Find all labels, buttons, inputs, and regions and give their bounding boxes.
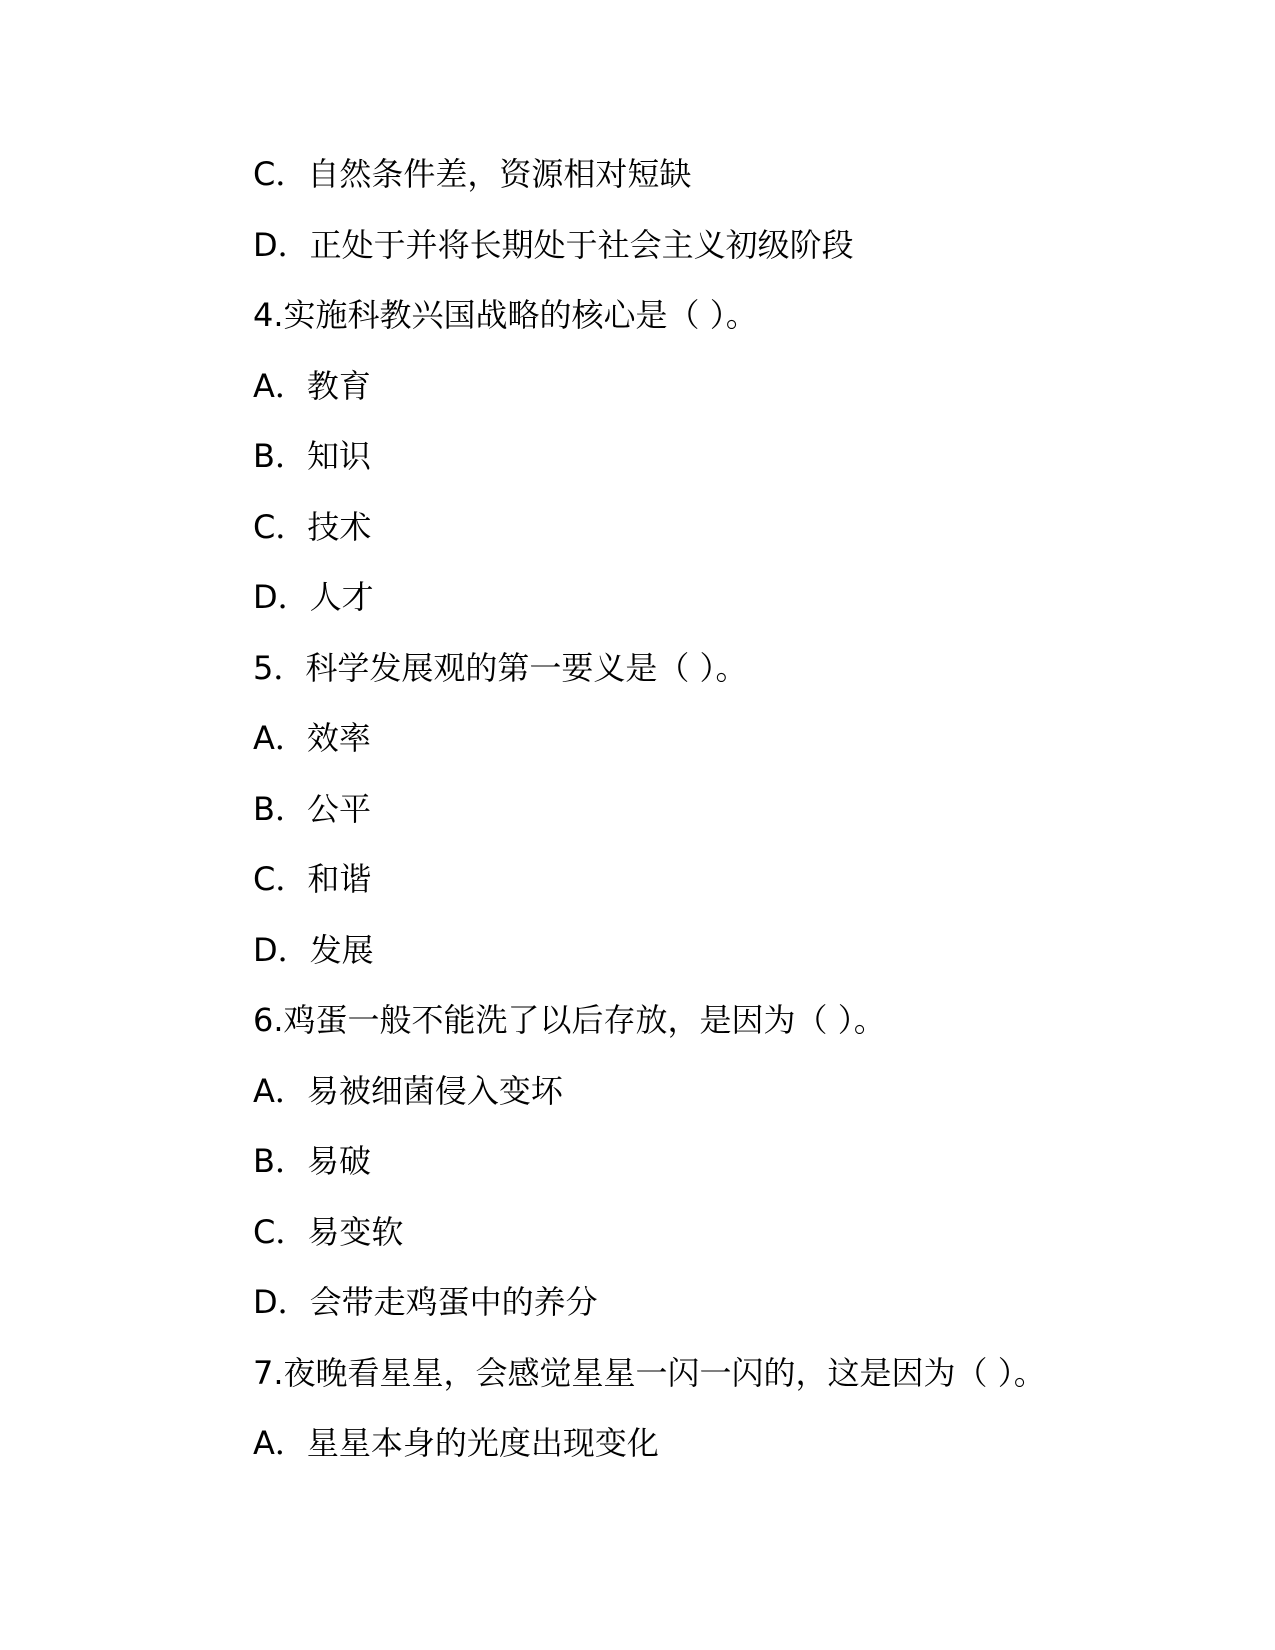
question-text (253, 154, 1153, 1494)
option-line: C．和谐 (253, 860, 372, 898)
option-line: B．知识 (253, 437, 371, 475)
option-line: B．易破 (253, 1142, 371, 1180)
question-line: 7.夜晚看星星，会感觉星星一闪一闪的，这是因为（ ）。 (253, 1353, 1046, 1392)
question-line: 6.鸡蛋一般不能洗了以后存放，是因为（ ）。 (253, 1001, 886, 1039)
question-line: 4.实施科教兴国战略的核心是（ ）。 (253, 296, 758, 334)
option-line: A．教育 (253, 366, 371, 405)
question-line: 5．科学发展观的第一要义是（ ）。 (253, 648, 748, 687)
option-line: D．人才 (253, 578, 374, 616)
option-line: A．效率 (253, 719, 371, 757)
option-line: B．公平 (253, 789, 371, 828)
option-line: A．星星本身的光度出现变化 (253, 1424, 659, 1462)
option-line: D．会带走鸡蛋中的养分 (253, 1283, 598, 1321)
option-line: C．自然条件差，资源相对短缺 (253, 155, 692, 193)
option-line: D．发展 (253, 930, 374, 969)
option-line: D．正处于并将长期处于社会主义初级阶段 (253, 225, 854, 264)
option-line: C．技术 (253, 507, 372, 546)
option-line: A．易被细菌侵入变坏 (253, 1071, 563, 1110)
option-line: C．易变软 (253, 1212, 404, 1251)
